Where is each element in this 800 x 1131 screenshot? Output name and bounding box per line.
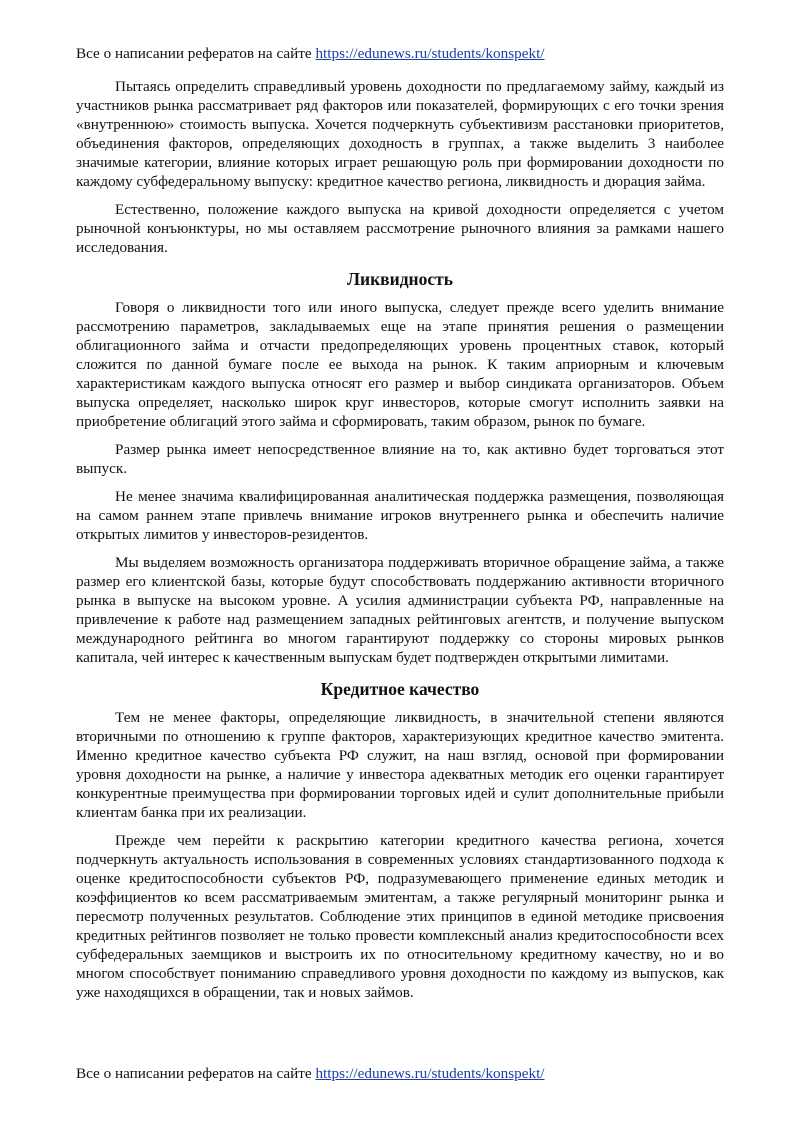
document-page [76, 44, 724, 1011]
credit-paragraph-2: Прежде чем перейти к раскрытию категории кредитного качества региона, хочется подчеркнуть актуальность использования в современных условиях стандартизованного подхода к оценке кредитоспособности субъектов РФ, подразумевающего применение единых методик и коэффициентов ко всем рассматриваемым эмитентам, а также регулярный мониторинг рынка и пересмотр полученных результатов. Соблюдение этих принципов в единой методике присвоения кредитных рейтингов позволяет не только провести комплексный анализ кредитоспособности всех субфедеральных заемщиков и выстроить их по относительному кредитному качеству, но и во многом способствует пониманию справедливого уровня доходности по каждому из выпусков, как уже находящихся в обращении, так и новых займов. [76, 832, 724, 1001]
credit-paragraph-1: Тем не менее факторы, определяющие ликвидность, в значительной степени являются вторичными по отношению к группе факторов, характеризующих кредитное качество эмитента. Именно кредитное качество субъекта РФ служит, на наш взгляд, основой при формировании уровня доходности на рынке, а наличие у инвестора адекватных методик его оценки гарантирует конкурентные преимущества при формировании торговых идей и сулит дополнительные прибыли клиентам банка при их реализации. [76, 709, 724, 821]
header-link[interactable]: https://edunews.ru/students/konspekt/ [315, 45, 545, 62]
liquidity-paragraph-1: Говоря о ликвидности того или иного выпуска, следует прежде всего уделить внимание рассмотрению параметров, закладываемых еще на этапе принятия решения о размещении облигационного займа и отчасти предопределяющих уровень процентных ставок, который сложится по данной бумаге после ее выхода на рынок. К таким априорным и ключевым характеристикам каждого выпуска относят его размер и выбор синдиката организаторов. Объем выпуска определяет, насколько широк круг инвесторов, которые смогут исполнить заявки на приобретение облигаций этого займа и сформировать, таким образом, рынок по бумаге. [76, 299, 724, 430]
footer-text: Все о написании рефератов на сайте [76, 1065, 316, 1082]
intro-paragraph-2: Естественно, положение каждого выпуска на кривой доходности определяется с учетом рыночной конъюнктуры, но мы оставляем рассмотрение рыночного влияния за рамками нашего исследования. [76, 201, 724, 256]
footer-link[interactable]: https://edunews.ru/students/konspekt/ [315, 1065, 545, 1082]
page-header [76, 44, 724, 63]
intro-paragraph-1: Пытаясь определить справедливый уровень доходности по предлагаемому займу, каждый из участников рынка рассматривает ряд факторов или показателей, формирующих с его точки зрения «внутреннюю» стоимость выпуска. Хочется подчеркнуть субъективизм расстановки приоритетов, объединения факторов, определяющих доходность в группах, а также выделить 3 наиболее значимые категории, влияние которых играет решающую роль при формировании доходности по каждому субфедеральному выпуску: кредитное качество региона, ликвидность и дюрация займа. [76, 78, 724, 190]
header-text: Все о написании рефератов на сайте [76, 45, 316, 62]
liquidity-paragraph-2: Размер рынка имеет непосредственное влияние на то, как активно будет торговаться этот выпуск. [76, 441, 724, 477]
page-footer [76, 1064, 724, 1083]
liquidity-paragraph-3: Не менее значима квалифицированная аналитическая поддержка размещения, позволяющая на самом раннем этапе привлечь внимание игроков внутреннего рынка и обеспечить наличие открытых лимитов у инвесторов-резидентов. [76, 488, 724, 543]
section-heading-credit-quality: Кредитное качество [320, 679, 480, 699]
liquidity-paragraph-4: Мы выделяем возможность организатора поддерживать вторичное обращение займа, а также размер его клиентской базы, которые будут способствовать поддержанию активности вторичного рынка в выпуске на высоком уровне. А усилия администрации субъекта РФ, направленные на привлечение к работе над размещением западных рейтинговых агентств, и получение выпуском международного рейтинга во многом гарантируют поддержку со стороны мировых рынков капитала, чей интерес к качественным выпускам будет подтвержден открытыми лимитами. [76, 554, 724, 666]
section-heading-liquidity: Ликвидность [346, 269, 454, 289]
